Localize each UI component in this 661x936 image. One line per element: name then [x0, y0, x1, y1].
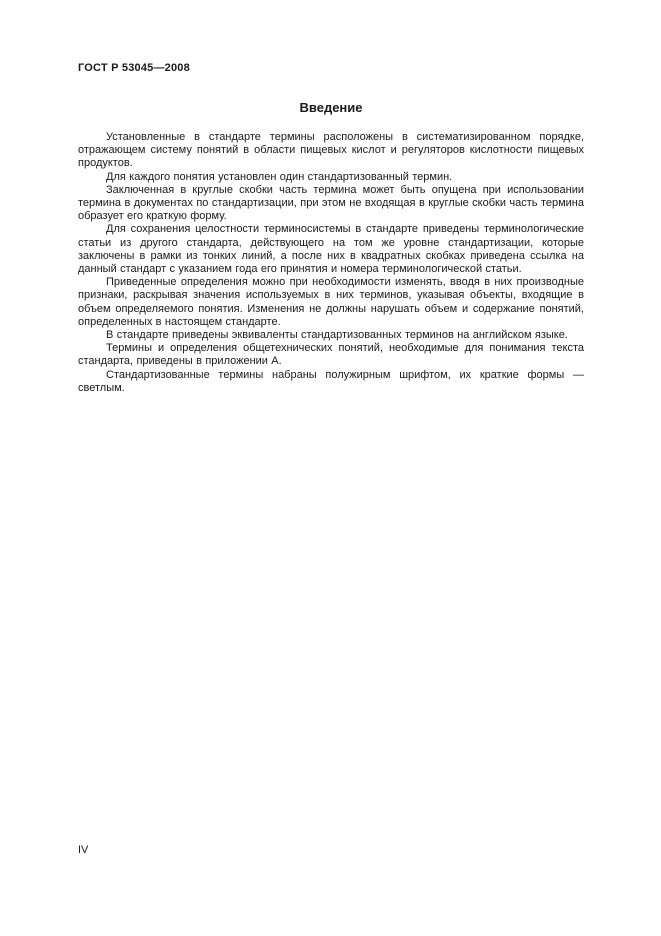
paragraph: Для каждого понятия установлен один стандартизованный термин. [106, 170, 453, 183]
page-content [0, 0, 661, 395]
paragraph: Приведенные определения можно при необходимости изменять, вводя в них производные признаки, раскрывая значения используемых в них терминов, указывая объекты, входящие в объем определяемого понятия. Изменения не должны нарушать объем и содержание понятий, определенных в настоящем стандарте. [78, 276, 584, 328]
paragraph: Стандартизованные термины набраны полужирным шрифтом, их краткие формы — светлым. [78, 368, 584, 394]
introduction-body [78, 131, 584, 395]
section-title: Введение [299, 100, 363, 115]
paragraph: Заключенная в круглые скобки часть термина может быть опущена при использовании термина в документах по стандартизации, при этом не входящая в круглые скобки часть термина образует его краткую форму. [78, 183, 584, 223]
paragraph: Установленные в стандарте термины расположены в систематизированном порядке, отражающем систему понятий в области пищевых кислот и регуляторов кислотности пищевых продуктов. [78, 131, 584, 170]
document-code-header: ГОСТ Р 53045—2008 [78, 62, 190, 74]
paragraph: Термины и определения общетехнических понятий, необходимые для понимания текста стандарта, приведены в приложении А. [78, 342, 584, 368]
paragraph: Для сохранения целостности терминосистемы в стандарте приведены терминологические статьи из другого стандарта, действующего на том же уровне стандартизации, которые заключены в рамки из тонких линий, а после них в квадратных скобках приведена ссылка на данный стандарт с указанием года его принятия и номера терминологической статьи. [78, 223, 584, 276]
page-number: IV [78, 844, 89, 856]
paragraph: В стандарте приведены эквиваленты стандартизованных терминов на английском языке. [106, 329, 568, 342]
